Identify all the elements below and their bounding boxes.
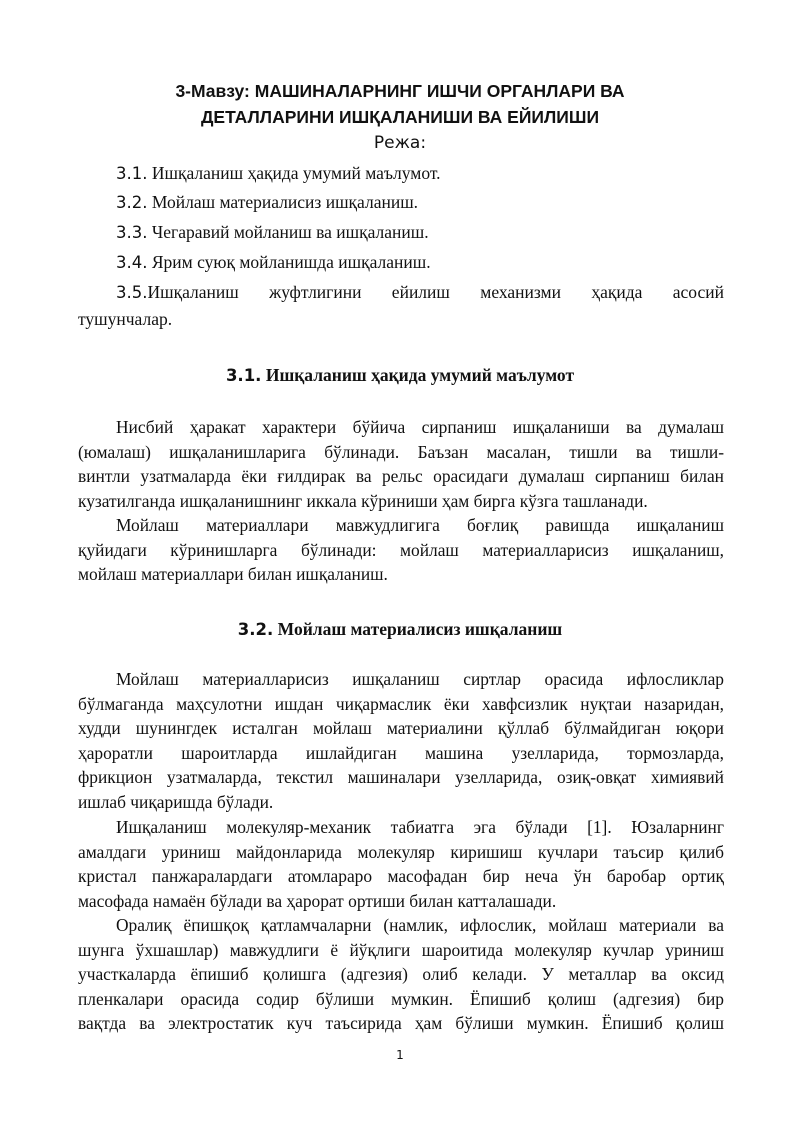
topic-title-text: МАШИНАЛАРНИНГ ИШЧИ ОРГАНЛАРИ ВА <box>249 81 625 101</box>
text-line: масофада намаён бўлади ва ҳарорат ортиши билан катталашади. <box>78 890 557 911</box>
plan-item-number: 3.5. <box>116 283 148 302</box>
plan-item-number: 3.3. <box>116 223 148 242</box>
section-number: 3.1. <box>225 366 262 385</box>
plan-item-text: Чегаравий мойланиш ва ишқаланиш. <box>147 222 429 242</box>
page-number: 1 <box>396 1048 404 1062</box>
text-line: винтли узатмаларда ёки ғилдирак ва рельс орасидаги думалаш сирпаниш билан <box>78 466 724 486</box>
text-line: кузатилганда ишқаланишнинг иккала кўриниши ҳам бирга кўзга ташланади. <box>78 490 648 511</box>
section-number: 3.2. <box>237 620 274 639</box>
topic-title-line-1 <box>0 78 800 104</box>
topic-title-line-2: ДЕТАЛЛАРИНИ ИШҚАЛАНИШИ ВА ЕЙИЛИШИ <box>200 107 600 127</box>
plan-item <box>116 249 724 276</box>
plan-item-text: Ишқаланиш ҳақида умумий маълумот. <box>147 163 441 183</box>
text-line: бўлмаганда маҳсулотни ишдан чиқармаслик ёки хавфсизлик нуқтаи назаридан, <box>78 693 724 714</box>
text-line: Мойлаш материалларисиз ишқаланиш сиртлар орасида ифлосликлар <box>116 669 724 689</box>
section-title: Ишқаланиш ҳақида умумий маълумот <box>261 365 575 385</box>
topic-label: 3-Мавзу: <box>175 81 250 101</box>
plan-item <box>116 189 724 216</box>
plan-item-number: 3.4. <box>116 253 148 272</box>
text-line: кристал панжаралардаги атомлараро масофадан бир неча ўн баробар ортиқ <box>78 866 724 886</box>
paragraph <box>78 415 724 513</box>
plan-item <box>116 160 724 187</box>
text-line: ҳароратли шароитларда ишлайдиган машина узелларида, тормозларда, <box>78 742 724 763</box>
text-line: қуйидаги кўринишларга бўлинади: мойлаш материалларисиз ишқаланиш, <box>78 539 724 560</box>
text-line: участкаларда ёпишиб қолишга (адгезия) олиб келади. У металлар ва оксид <box>78 964 724 984</box>
text-line: вақтда ва электростатик куч таъсирида ҳам бўлиши мумкин. Ёпишиб қолиш <box>78 1013 724 1033</box>
plan-item <box>78 279 724 332</box>
plan-item-number: 3.2. <box>116 193 148 212</box>
plan-item <box>116 219 724 246</box>
paragraph <box>78 667 724 814</box>
plan-item-text-continuation: тушунчалар. <box>78 309 173 329</box>
text-line: мойлаш материаллари билан ишқаланиш. <box>78 564 388 584</box>
plan-item-number: 3.1. <box>116 164 148 183</box>
text-line: худди шунингдек исталган мойлаш материалини қўллаб бўлмайдиган юқори <box>78 718 724 738</box>
plan-item-line <box>78 279 724 306</box>
plan-item-text: Ярим суюқ мойланишда ишқаланиш. <box>147 252 431 272</box>
text-line: Нисбий ҳаракат характери бўйича сирпаниш ишқаланиши ва думалаш <box>116 417 724 437</box>
text-line: шунга ўхшашлар) мавжудлиги ё йўқлиги шароитида молекуляр кучлар уриниш <box>78 939 724 960</box>
plan-item-text: Ишқаланиш жуфтлигини ейилиш механизми ҳақида асосий <box>147 282 724 302</box>
paragraph <box>78 513 724 587</box>
plan-heading: Режа: <box>373 133 427 153</box>
text-line: Мойлаш материаллари мавжудлигига боғлиқ равишда ишқаланиш <box>116 515 724 535</box>
text-line: ишлаб чиқаришда бўлади. <box>78 791 274 812</box>
section-heading <box>0 362 800 389</box>
text-line: фрикцион узатмаларда, текстил машиналари узелларида, озиқ-овқат химиявий <box>78 767 724 787</box>
text-line: пленкалари орасида содир бўлиши мумкин. Ёпишиб қолиш (адгезия) бир <box>78 988 724 1009</box>
paragraph <box>78 815 724 913</box>
section-heading <box>0 616 800 643</box>
section-title: Мойлаш материалисиз ишқаланиш <box>273 619 563 639</box>
text-line: (юмалаш) ишқаланишларига бўлинади. Баъзан масалан, тишли ва тишли- <box>78 441 724 462</box>
text-line: амалдаги уриниш майдонларида молекуляр киришиш кучлари таъсир қилиб <box>78 841 724 862</box>
text-line: Ишқаланиш молекуляр-механик табиатга эга бўлади [1]. Юзаларнинг <box>116 817 724 837</box>
plan-item-text: Мойлаш материалисиз ишқаланиш. <box>147 192 419 212</box>
text-line: Оралиқ ёпишқоқ қатламчаларни (намлик, ифлослик, мойлаш материали ва <box>116 915 724 935</box>
paragraph <box>78 913 724 1036</box>
